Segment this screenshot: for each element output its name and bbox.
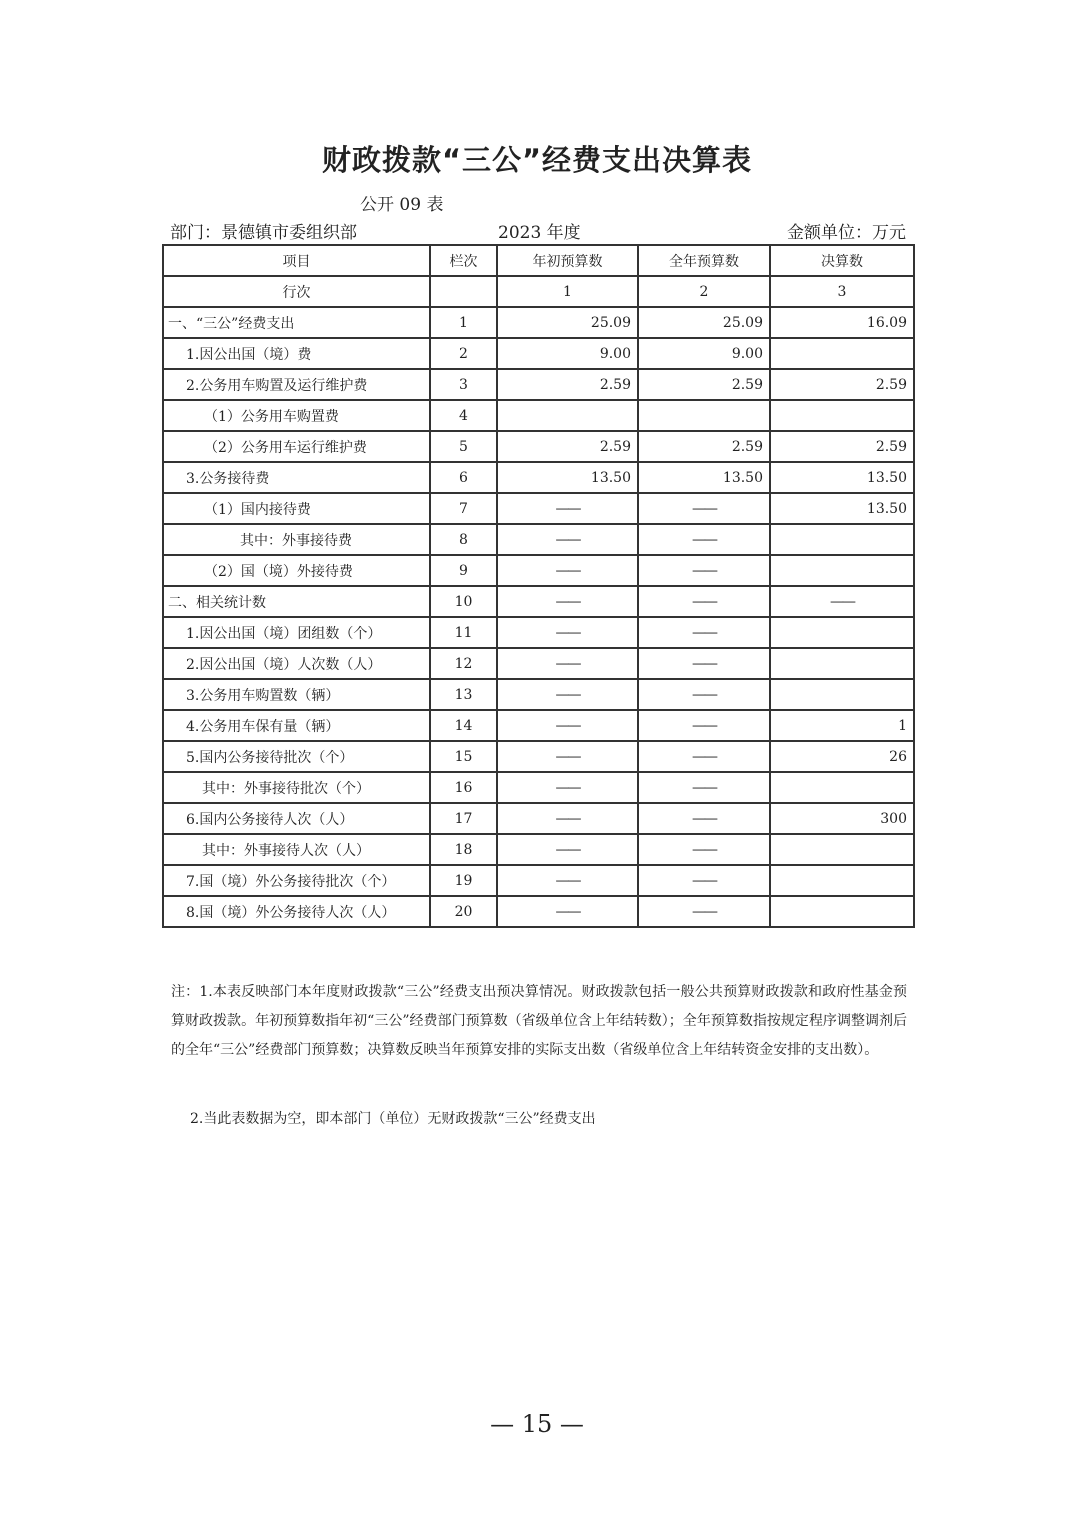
row-annual-budget: —— <box>638 772 770 803</box>
header-annual-budget: 全年预算数 <box>638 245 770 276</box>
row-item-label: 7.国（境）外公务接待批次（个） <box>163 865 430 896</box>
row-initial-budget: —— <box>497 803 638 834</box>
row-annual-budget: 25.09 <box>638 307 770 338</box>
table-row <box>163 679 914 710</box>
row-annual-budget: —— <box>638 617 770 648</box>
table-row <box>163 741 914 772</box>
index-label: 行次 <box>163 276 430 307</box>
header-initial-budget: 年初预算数 <box>497 245 638 276</box>
row-column-no: 7 <box>430 493 497 524</box>
table-row <box>163 648 914 679</box>
row-item-label: 2.因公出国（境）人次数（人） <box>163 648 430 679</box>
row-initial-budget: 2.59 <box>497 369 638 400</box>
row-item-label: （1）国内接待费 <box>163 493 430 524</box>
table-row <box>163 617 914 648</box>
row-final-account <box>770 896 914 927</box>
row-initial-budget: —— <box>497 524 638 555</box>
row-annual-budget: —— <box>638 555 770 586</box>
table-meta <box>170 218 906 243</box>
row-column-no: 11 <box>430 617 497 648</box>
row-initial-budget: 13.50 <box>497 462 638 493</box>
row-final-account <box>770 679 914 710</box>
row-item-label: 其中：外事接待批次（个） <box>163 772 430 803</box>
row-final-account: —— <box>770 586 914 617</box>
row-final-account: 2.59 <box>770 369 914 400</box>
table-row <box>163 493 914 524</box>
row-item-label: 1.因公出国（境）费 <box>163 338 430 369</box>
page-number: — 15 — <box>490 1410 584 1438</box>
row-annual-budget: 2.59 <box>638 431 770 462</box>
row-initial-budget: —— <box>497 710 638 741</box>
row-annual-budget: —— <box>638 493 770 524</box>
department-label: 部门：景德镇市委组织部 <box>170 223 357 243</box>
row-item-label: 6.国内公务接待人次（人） <box>163 803 430 834</box>
row-final-account <box>770 400 914 431</box>
row-item-label: 一、“三公”经费支出 <box>163 307 430 338</box>
row-final-account: 13.50 <box>770 493 914 524</box>
row-final-account <box>770 834 914 865</box>
table-index-row <box>163 276 914 307</box>
row-initial-budget <box>497 400 638 431</box>
table-row <box>163 896 914 927</box>
header-final-account: 决算数 <box>770 245 914 276</box>
row-column-no: 9 <box>430 555 497 586</box>
page-title: 财政拨款“三公”经费支出决算表 <box>321 143 753 177</box>
row-final-account <box>770 648 914 679</box>
row-annual-budget: 13.50 <box>638 462 770 493</box>
table-row <box>163 462 914 493</box>
row-annual-budget: —— <box>638 648 770 679</box>
row-initial-budget: —— <box>497 679 638 710</box>
header-item: 项目 <box>163 245 430 276</box>
row-column-no: 19 <box>430 865 497 896</box>
row-final-account: 1 <box>770 710 914 741</box>
row-column-no: 5 <box>430 431 497 462</box>
row-final-account <box>770 617 914 648</box>
table-row <box>163 586 914 617</box>
row-column-no: 18 <box>430 834 497 865</box>
row-initial-budget: —— <box>497 772 638 803</box>
footnote-1: 注：1.本表反映部门本年度财政拨款“三公”经费支出预决算情况。财政拨款包括一般公共预算财政拨款和政府性基金预算财政拨款。年初预算数指年初“三公”经费部门预算数（省级单位含上年结转数）；全年预算数指按规定程序调整调剂后的全年“三公”经费部门预算数；决算数反映当年预算安排的实际支出数（省级单位含上年结转资金安排的支出数）。 <box>171 984 907 1058</box>
expenditure-table <box>162 244 915 928</box>
index-blank <box>430 276 497 307</box>
row-item-label: （2）国（境）外接待费 <box>163 555 430 586</box>
header-column-no: 栏次 <box>430 245 497 276</box>
row-final-account: 26 <box>770 741 914 772</box>
row-initial-budget: 25.09 <box>497 307 638 338</box>
row-column-no: 8 <box>430 524 497 555</box>
row-final-account <box>770 772 914 803</box>
row-final-account <box>770 338 914 369</box>
row-initial-budget: —— <box>497 741 638 772</box>
row-annual-budget: —— <box>638 834 770 865</box>
row-column-no: 13 <box>430 679 497 710</box>
index-3: 3 <box>770 276 914 307</box>
row-initial-budget: 9.00 <box>497 338 638 369</box>
row-annual-budget: —— <box>638 865 770 896</box>
row-item-label: 1.因公出国（境）团组数（个） <box>163 617 430 648</box>
row-column-no: 14 <box>430 710 497 741</box>
row-column-no: 17 <box>430 803 497 834</box>
table-row <box>163 338 914 369</box>
row-item-label: 4.公务用车保有量（辆） <box>163 710 430 741</box>
row-final-account: 300 <box>770 803 914 834</box>
table-row <box>163 772 914 803</box>
row-item-label: 二、相关统计数 <box>163 586 430 617</box>
row-column-no: 1 <box>430 307 497 338</box>
index-2: 2 <box>638 276 770 307</box>
row-initial-budget: —— <box>497 555 638 586</box>
fiscal-year-label: 2023 年度 <box>498 223 581 243</box>
table-row <box>163 369 914 400</box>
row-item-label: （1）公务用车购置费 <box>163 400 430 431</box>
row-column-no: 20 <box>430 896 497 927</box>
row-annual-budget: —— <box>638 896 770 927</box>
row-column-no: 10 <box>430 586 497 617</box>
row-item-label: 8.国（境）外公务接待人次（人） <box>163 896 430 927</box>
row-final-account: 13.50 <box>770 462 914 493</box>
row-final-account <box>770 865 914 896</box>
row-item-label: 其中：外事接待人次（人） <box>163 834 430 865</box>
row-column-no: 6 <box>430 462 497 493</box>
row-annual-budget: —— <box>638 524 770 555</box>
row-item-label: 2.公务用车购置及运行维护费 <box>163 369 430 400</box>
row-final-account: 16.09 <box>770 307 914 338</box>
table-row <box>163 803 914 834</box>
row-item-label: 其中：外事接待费 <box>163 524 430 555</box>
table-row <box>163 524 914 555</box>
footnote-2: 2.当此表数据为空，即本部门（单位）无财政拨款“三公”经费支出 <box>190 1111 596 1127</box>
row-initial-budget: —— <box>497 493 638 524</box>
row-annual-budget: —— <box>638 679 770 710</box>
row-column-no: 2 <box>430 338 497 369</box>
row-item-label: 3.公务接待费 <box>163 462 430 493</box>
row-initial-budget: —— <box>497 834 638 865</box>
row-final-account: 2.59 <box>770 431 914 462</box>
index-1: 1 <box>497 276 638 307</box>
row-annual-budget: —— <box>638 586 770 617</box>
row-initial-budget: —— <box>497 586 638 617</box>
row-initial-budget: —— <box>497 896 638 927</box>
table-row <box>163 865 914 896</box>
row-initial-budget: —— <box>497 648 638 679</box>
row-initial-budget: —— <box>497 865 638 896</box>
form-number: 公开 09 表 <box>360 195 444 215</box>
row-column-no: 4 <box>430 400 497 431</box>
row-initial-budget: 2.59 <box>497 431 638 462</box>
row-annual-budget: —— <box>638 803 770 834</box>
table-header-row <box>163 245 914 276</box>
row-item-label: 5.国内公务接待批次（个） <box>163 741 430 772</box>
row-item-label: （2）公务用车运行维护费 <box>163 431 430 462</box>
table-row <box>163 834 914 865</box>
table-row <box>163 555 914 586</box>
table-row <box>163 307 914 338</box>
row-initial-budget: —— <box>497 617 638 648</box>
table-row <box>163 710 914 741</box>
table-row <box>163 400 914 431</box>
row-annual-budget: —— <box>638 741 770 772</box>
table-row <box>163 431 914 462</box>
row-column-no: 12 <box>430 648 497 679</box>
row-annual-budget: —— <box>638 710 770 741</box>
row-annual-budget: 9.00 <box>638 338 770 369</box>
row-column-no: 16 <box>430 772 497 803</box>
row-annual-budget <box>638 400 770 431</box>
row-annual-budget: 2.59 <box>638 369 770 400</box>
row-column-no: 15 <box>430 741 497 772</box>
row-column-no: 3 <box>430 369 497 400</box>
row-final-account <box>770 524 914 555</box>
row-item-label: 3.公务用车购置数（辆） <box>163 679 430 710</box>
amount-unit-label: 金额单位：万元 <box>787 223 906 243</box>
row-final-account <box>770 555 914 586</box>
